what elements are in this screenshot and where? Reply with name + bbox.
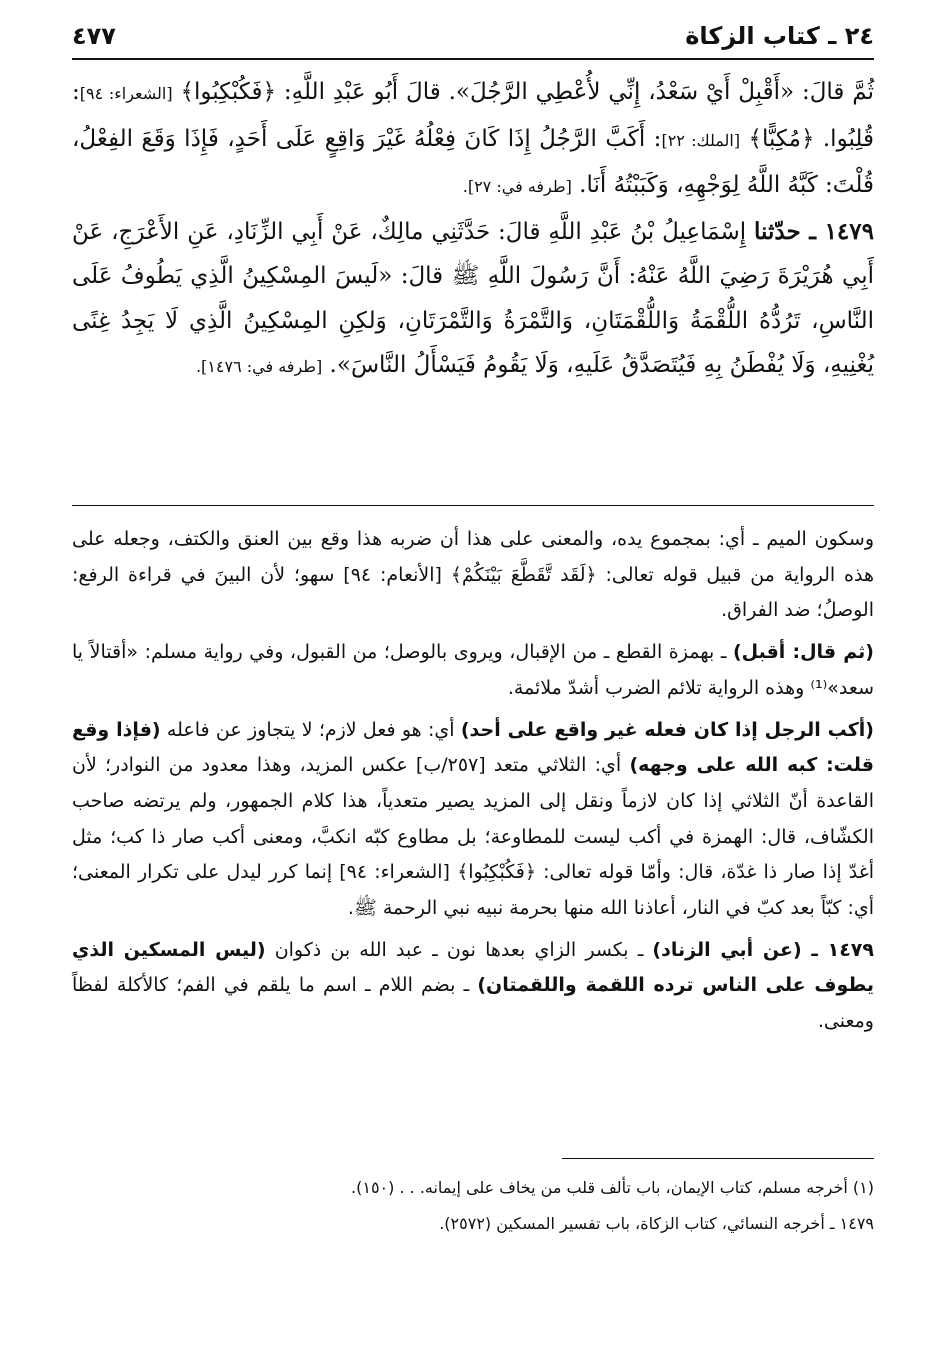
footnotes bbox=[72, 1170, 874, 1242]
commentary-lemma: (ثم قال: أقبل) bbox=[732, 641, 874, 664]
commentary-lemma: ١٤٧٩ ـ (عن أبي الزناد) bbox=[652, 938, 874, 961]
hadith-text-segment: : قُلِبُوا. ﴿مُكِبًّا﴾ bbox=[72, 79, 874, 152]
commentary-paragraph: وسكون الميم ـ أي: بمجموع يده، والمعنى على هذا أن ضربه هذا وقع بين العنق والكتف، وجعله على هذه الرواية من قبيل قوله تعالى: ﴿لَقَد تَّقَطَّعَ بَيْنَكُمْ﴾ [الأنعام: ٩٤] سهو؛ لأن البينَ في قراءة الرفع: الوصلُ؛ ضد الفراق. bbox=[72, 528, 874, 622]
commentary-paragraph bbox=[72, 635, 874, 706]
footnote-2: ١٤٧٩ ـ أخرجه النسائي، كتاب الزكاة، باب تفسير المسكين (٢٥٧٢). bbox=[439, 1214, 874, 1233]
text-separator bbox=[72, 505, 874, 506]
page-header bbox=[72, 18, 874, 60]
hadith-text-segment: ثُمَّ قالَ: «أَقْبِلْ أَيْ سَعْدُ، إِنِّي لأُعْطِي الرَّجُلَ». قالَ أَبُو عَبْدِ اللَّهِ: ﴿فَكُبْكِبُوا﴾ bbox=[172, 79, 875, 105]
cross-reference: [طرفه في: ٢٧]. bbox=[462, 177, 572, 196]
commentary-paragraph bbox=[72, 713, 874, 927]
hadith-text-segment: : أَكَبَّ الرَّجُلُ إِذَا كَانَ فِعْلُهُ غَيْرَ وَاقِعٍ عَلَى أَحَدٍ، فَإِذَا وَقَعَ الفِعْلُ، قُلْتَ: كَبَّهُ اللَّهُ لِوَجْهِهِ، وَكَبَبْتُهُ أَنَا. bbox=[72, 125, 874, 198]
quran-reference: [الملك: ٢٢] bbox=[661, 130, 741, 150]
commentary-text: ـ بضم اللام ـ اسم ما يلقم في الفم؛ كالأكلة لفظاً ومعنى. bbox=[72, 974, 874, 1033]
hadith-text bbox=[72, 70, 874, 390]
cross-reference: [طرفه في: ١٤٧٦]. bbox=[195, 357, 323, 376]
commentary-lemma: (فإذا وقع قلت: كبه الله على وجهه) bbox=[72, 718, 874, 777]
footnote-separator bbox=[562, 1158, 874, 1159]
commentary-lemma: (ليس المسكين الذي يطوف على الناس ترده اللقمة واللقمتان) bbox=[72, 938, 874, 997]
page-number: ٤٧٧ bbox=[72, 22, 116, 50]
commentary-text: ـ بهمزة القطع ـ من الإقبال، ويروى بالوصل؛ من القبول، وفي رواية مسلم: «أقتالاً يا سعد»⁽¹⁾ وهذه الرواية تلائم الضرب أشدّ ملائمة. bbox=[72, 641, 874, 699]
hadith-number: ١٤٧٩ ـ حدّثنا bbox=[754, 217, 874, 245]
commentary-text: أي: هو فعل لازم؛ لا يتجاوز عن فاعله bbox=[160, 718, 461, 741]
hadith-1479 bbox=[72, 210, 874, 390]
chapter-title: ٢٤ ـ كتاب الزكاة bbox=[685, 22, 874, 50]
footnote-1: (١) أخرجه مسلم، كتاب الإيمان، باب تألف قلب من يخاف على إيمانه. . . (١٥٠). bbox=[351, 1178, 874, 1197]
hadith-1478-ending bbox=[72, 70, 874, 210]
commentary bbox=[72, 522, 874, 1046]
hadith-text-segment: إِسْمَاعِيلُ بْنُ عَبْدِ اللَّهِ قالَ: حَدَّثَنِي مالِكٌ، عَنْ أَبِي الزِّنَادِ، عَنِ الأَعْرَجِ، عَنْ أَبِي هُرَيْرَةَ رَضِيَ اللَّهُ عَنْهُ: أَنَّ رَسُولَ اللَّهِ ﷺ قالَ: «لَيسَ المِسْكِينُ الَّذِي يَطُوفُ عَلَى النَّاسِ، تَرُدُّهُ اللُّقْمَةُ وَاللُّقْمَتَانِ، وَالتَّمْرَةُ وَالتَّمْرَتَانِ، وَلكِنِ المِسْكِينُ الَّذِي لَا يَجِدُ غِنًى يُغْنِيهِ، وَلَا يُفْطَنُ بِهِ فَيُتَصَدَّقُ عَلَيهِ، وَلَا يَقُومُ فَيَسْأَلُ النَّاسَ». bbox=[72, 218, 874, 378]
commentary-text: ـ بكسر الزاي بعدها نون ـ عبد الله بن ذكوان bbox=[265, 938, 653, 961]
commentary-lemma: (أكب الرجل إذا كان فعله غير واقع على أحد) bbox=[460, 718, 874, 741]
commentary-paragraph bbox=[72, 933, 874, 1040]
quran-reference: [الشعراء: ٩٤] bbox=[79, 84, 173, 103]
commentary-text: أي: الثلاثي متعد [٢٥٧/ب] عكس المزيد، وهذا معدود من النوادر؛ لأن القاعدة أنّ الثلاثي إذا كان لازماً ونقل إلى المزيد يصير متعدياً، هذا كلام الجمهور، ولم يرتضه صاحب الكشّاف، قال: الهمزة في أكب ليست للمطاوعة؛ بل مطاوع كبّه انكبَّ، ومعنى أكب صار ذا كب؛ مثل أغدّ إذا صار ذا غدّة، قال: وأمّا قوله تعالى: ﴿فَكُبْكِبُوا﴾ [الشعراء: ٩٤] إنما كرر ليدل على تكرار المعنى؛ أي: كبّاً بعد كبّ في النار، أعاذنا الله منها بحرمة نبيه نبي الرحمة ﷺ. bbox=[72, 754, 874, 920]
